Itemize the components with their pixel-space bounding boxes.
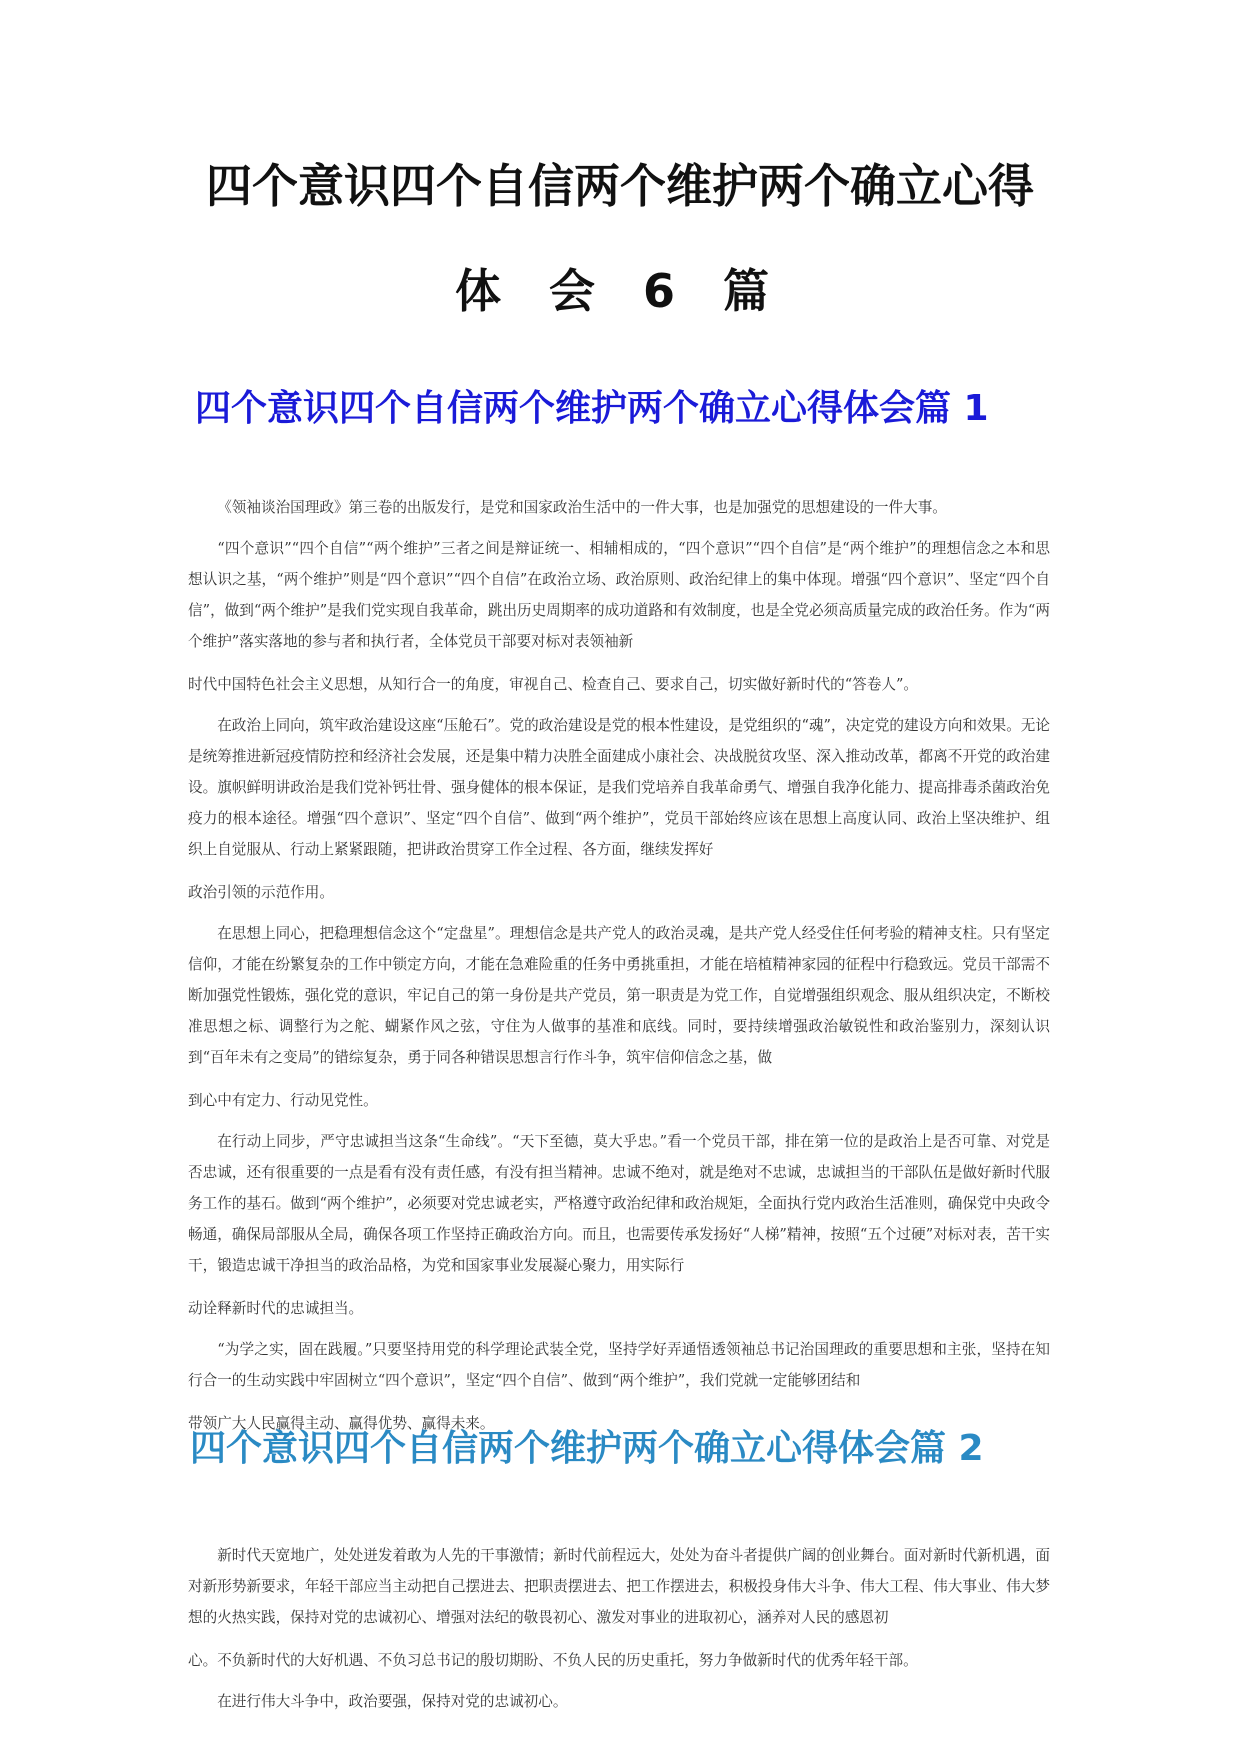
paragraph: “为学之实，固在践履。”只要坚持用党的科学理论武装全党，坚持学好弄通悟透领袖总书记治国理政的重要思想和主张，坚持在知行合一的生动实践中牢固树立“四个意识”，坚定“四个自信”、做到“两个维护”，我们党就一定能够团结和 xyxy=(188,1341,1050,1389)
paragraph-tail: 带领广大人民赢得主动、赢得优势、赢得未来。 xyxy=(188,1415,495,1432)
document-title-line-2: 体 会 6 篇 xyxy=(454,264,786,318)
paragraph-tail: 心。不负新时代的大好机遇、不负习总书记的殷切期盼、不负人民的历史重托，努力争做新时代的优秀年轻干部。 xyxy=(188,1652,918,1669)
paragraph: “四个意识”“四个自信”“两个维护”三者之间是辩证统一、相辅相成的，“四个意识”“四个自信”是“两个维护”的理想信念之本和思想认识之基，“两个维护”则是“四个意识”“四个自信”在政治立场、政治原则、政治纪律上的集中体现。增强“四个意识”、坚定“四个自信”，做到“两个维护”是我们党实现自我革命，跳出历史周期率的成功道路和有效制度，也是全党必须高质量完成的政治任务。作为“两个维护”落实落地的参与者和执行者，全体党员干部要对标对表领袖新 xyxy=(188,540,1050,650)
section-1-body xyxy=(188,492,1050,1449)
paragraph: 新时代天宽地广，处处迸发着敢为人先的干事激情；新时代前程远大，处处为奋斗者提供广阔的创业舞台。面对新时代新机遇，面对新形势新要求，年轻干部应当主动把自己摆进去、把职责摆进去、把工作摆进去，积极投身伟大斗争、伟大工程、伟大事业、伟大梦想的火热实践，保持对党的忠诚初心、增强对法纪的敬畏初心、激发对事业的进取初心，涵养对人民的感恩初 xyxy=(188,1547,1050,1626)
paragraph: 在行动上同步，严守忠诚担当这条“生命线”。“天下至德，莫大乎忠。”看一个党员干部，排在第一位的是政治上是否可靠、对党是否忠诚，还有很重要的一点是看有没有责任感，有没有担当精神。忠诚不绝对，就是绝对不忠诚，忠诚担当的干部队伍是做好新时代服务工作的基石。做到“两个维护”，必须要对党忠诚老实，严格遵守政治纪律和政治规矩，全面执行党内政治生活准则，确保党中央政令畅通，确保局部服从全局，确保各项工作坚持正确政治方向。而且，也需要传承发扬好“人梯”精神，按照“五个过硬”对标对表，苦干实干，锻造忠诚干净担当的政治品格，为党和国家事业发展凝心聚力，用实际行 xyxy=(188,1133,1050,1274)
section-2-body xyxy=(188,1540,1050,1727)
paragraph-tail: 动诠释新时代的忠诚担当。 xyxy=(188,1300,364,1317)
document-title-line-1: 四个意识四个自信两个维护两个确立心得 xyxy=(206,159,1034,213)
paragraph: 在思想上同心，把稳理想信念这个“定盘星”。理想信念是共产党人的政治灵魂，是共产党人经受住任何考验的精神支柱。只有坚定信仰，才能在纷繁复杂的工作中锁定方向，才能在急难险重的任务中勇挑重担，才能在培植精神家园的征程中行稳致远。党员干部需不断加强党性锻炼，强化党的意识，牢记自己的第一身份是共产党员，第一职责是为党工作，自觉增强组织观念、服从组织决定，不断校准思想之标、调整行为之舵、蝴紧作风之弦，守住为人做事的基准和底线。同时，要持续增强政治敏锐性和政治鉴别力，深刻认识到“百年未有之变局”的错综复杂，勇于同各种错误思想言行作斗争，筑牢信仰信念之基，做 xyxy=(188,925,1050,1066)
paragraph-tail: 时代中国特色社会主义思想，从知行合一的角度，审视自己、检查自己、要求自己，切实做好新时代的“答卷人”。 xyxy=(188,676,919,693)
paragraph: 在进行伟大斗争中，政治要强，保持对党的忠诚初心。 xyxy=(217,1693,568,1710)
section-1-heading: 四个意识四个自信两个维护两个确立心得体会篇 1 xyxy=(195,388,989,429)
paragraph-tail: 到心中有定力、行动见党性。 xyxy=(188,1092,378,1109)
paragraph: 在政治上同向，筑牢政治建设这座“压舱石”。党的政治建设是党的根本性建设，是党组织的“魂”，决定党的建设方向和效果。无论是统筹推进新冠疫情防控和经济社会发展，还是集中精力决胜全面建成小康社会、决战脱贫攻坚、深入推动改革，都离不开党的政治建设。旗帜鲜明讲政治是我们党补钙壮骨、强身健体的根本保证，是我们党培养自我革命勇气、增强自我净化能力、提高排毒杀菌政治免疫力的根本途径。增强“四个意识”、坚定“四个自信”、做到“两个维护”，党员干部始终应该在思想上高度认同、政治上坚决维护、组织上自觉服从、行动上紧紧跟随，把讲政治贯穿工作全过程、各方面，继续发挥好 xyxy=(188,717,1050,858)
section-2-heading: 四个意识四个自信两个维护两个确立心得体会篇 2 xyxy=(190,1428,984,1469)
paragraph-tail: 政治引领的示范作用。 xyxy=(188,884,334,901)
paragraph: 《领袖谈治国理政》第三卷的出版发行，是党和国家政治生活中的一件大事，也是加强党的思想建设的一件大事。 xyxy=(217,499,947,516)
